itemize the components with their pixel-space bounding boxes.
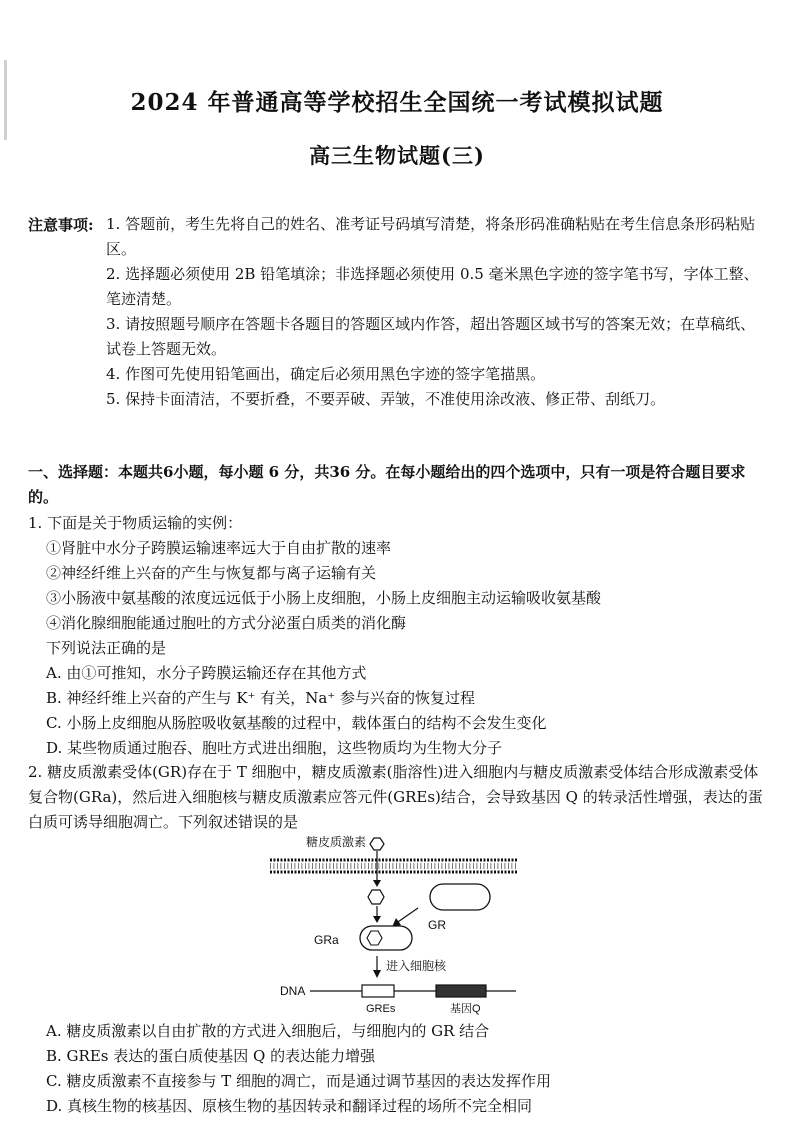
hormone-hexagon-inside-icon: [368, 890, 384, 904]
hormone-hexagon-icon: [370, 838, 384, 850]
q1-example-2: ②神经纤维上兴奋的产生与恢复都与离子运输有关: [46, 564, 377, 582]
q2-option-b: B. GREs 表达的蛋白质使基因 Q 的表达能力增强: [46, 1047, 376, 1065]
q1-option-c: C. 小肠上皮细胞从肠腔吸收氨基酸的过程中，载体蛋白的结构不会发生变化: [46, 714, 547, 732]
q1-example-1: ①肾脏中水分子跨膜运输速率远大于自由扩散的速率: [46, 539, 392, 557]
gene-q-box: [436, 985, 486, 997]
notice-item-1: 1. 答题前，考生先将自己的姓名、准考证号码填写清楚，将条形码准确粘贴在考生信息条形码粘贴区。: [106, 215, 756, 258]
notice-item-2: 2. 选择题必须使用 2B 铅笔填涂；非选择题必须使用 0.5 毫米黑色字迹的签字笔书写，字体工整、笔迹清楚。: [106, 265, 759, 308]
q1-prompt: 下列说法正确的是: [46, 639, 167, 657]
gr-receptor-shape: [430, 884, 490, 910]
page-subtitle: 高三生物试题(三): [309, 143, 485, 168]
notice-item-5: 5. 保持卡面清洁，不要折叠，不要弄破、弄皱，不准使用涂改液、修正带、刮纸刀。: [106, 390, 666, 408]
gene-q-label: 基因Q: [450, 1003, 481, 1015]
gres-element-box: [362, 985, 394, 997]
page-title: 2024 年普通高等学校招生全国统一考试模拟试题: [130, 89, 664, 116]
q1-stem: 1. 下面是关于物质运输的实例：: [28, 514, 243, 532]
q2-option-a: A. 糖皮质激素以自由扩散的方式进入细胞后，与细胞内的 GR 结合: [46, 1022, 490, 1040]
q1-option-d: D. 某些物质通过胞吞、胞吐方式进出细胞，这些物质均为生物大分子: [46, 739, 503, 757]
gra-hormone-hexagon-icon: [367, 931, 382, 945]
q1-option-a: A. 由①可推知，水分子跨膜运输还存在其他方式: [46, 664, 367, 682]
notice-item-4: 4. 作图可先使用铅笔画出，确定后必须用黑色字迹的签字笔描黑。: [106, 365, 546, 383]
q1-option-b: B. 神经纤维上兴奋的产生与 K⁺ 有关，Na⁺ 参与兴奋的恢复过程: [46, 689, 475, 707]
gr-pathway-diagram: [270, 832, 530, 1017]
gra-label: GRa: [314, 933, 339, 947]
gr-label: GR: [428, 918, 446, 932]
q2-option-d: D. 真核生物的核基因、原核生物的基因转录和翻译过程的场所不完全相同: [46, 1097, 533, 1115]
section-heading: 一、选择题：本题共6小题，每小题 6 分，共36 分。在每小题给出的四个选项中，只有一项是符合题目要求的。: [28, 463, 746, 506]
gres-label: GREs: [366, 1003, 396, 1015]
cell-membrane: [270, 858, 518, 874]
q1-example-3: ③小肠液中氨基酸的浓度远远低于小肠上皮细胞，小肠上皮细胞主动运输吸收氨基酸: [46, 589, 602, 607]
dna-label: DNA: [280, 984, 306, 998]
notice-label: 注意事项:: [28, 216, 94, 234]
notice-item-3: 3. 请按照题号顺序在答题卡各题目的答题区域内作答，超出答题区域书写的答案无效；在草稿纸、试卷上答题无效。: [106, 315, 756, 358]
q2-stem: 2. 糖皮质激素受体(GR)存在于 T 细胞中，糖皮质激素(脂溶性)进入细胞内与糖皮质激素受体结合形成激素受体复合物(GRa)，然后进入细胞核与糖皮质激素应答元件(GREs)结合，会导致基因 Q 的转录活性增强，表达的蛋白质可诱导细胞凋亡。下列叙述错误的是: [28, 763, 763, 831]
q2-option-c: C. 糖皮质激素不直接参与 T 细胞的凋亡，而是通过调节基因的表达发挥作用: [46, 1072, 552, 1090]
q1-example-4: ④消化腺细胞能通过胞吐的方式分泌蛋白质类的消化酶: [46, 614, 407, 632]
nucleus-entry-label: 进入细胞核: [386, 959, 447, 973]
hormone-label: 糖皮质激素: [306, 835, 367, 849]
